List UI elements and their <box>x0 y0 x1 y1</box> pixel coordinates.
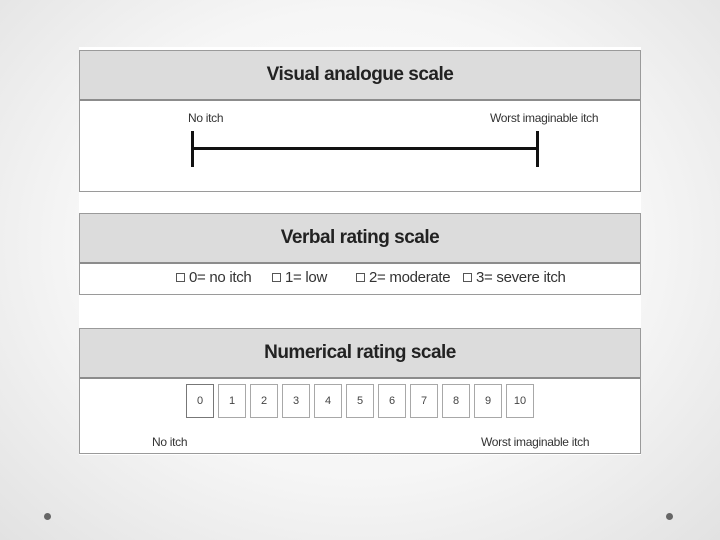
verbal-option <box>463 269 566 286</box>
verbal-option <box>176 269 251 286</box>
vas-body <box>80 101 640 189</box>
nrs-box: 5 <box>346 384 374 418</box>
checkbox-icon <box>356 273 365 282</box>
numerical-rating-scale-panel <box>79 328 641 454</box>
nrs-box: 10 <box>506 384 534 418</box>
checkbox-icon <box>176 273 185 282</box>
verbal-option <box>272 269 327 286</box>
nrs-left-label: No itch <box>152 435 188 449</box>
nrs-box: 3 <box>282 384 310 418</box>
verbal-option-label: 1= low <box>285 269 327 286</box>
verbal-rating-scale-panel <box>79 213 641 295</box>
nrs-box: 1 <box>218 384 246 418</box>
verbal-option-label: 2= moderate <box>369 269 451 286</box>
vas-right-tick <box>536 131 539 167</box>
slide-bullet-right <box>666 513 673 520</box>
nrs-box: 2 <box>250 384 278 418</box>
nrs-box: 8 <box>442 384 470 418</box>
vas-title: Visual analogue scale <box>80 51 640 101</box>
slide-bullet-left <box>44 513 51 520</box>
verbal-body <box>80 264 640 294</box>
verbal-option-label: 3= severe itch <box>476 269 566 286</box>
vas-right-label: Worst imaginable itch <box>490 111 599 125</box>
verbal-option <box>356 269 450 286</box>
nrs-right-label: Worst imaginable itch <box>481 435 590 449</box>
nrs-box: 4 <box>314 384 342 418</box>
checkbox-icon <box>272 273 281 282</box>
numerical-title: Numerical rating scale <box>80 329 640 379</box>
nrs-box: 0 <box>186 384 214 418</box>
vas-line <box>192 147 538 150</box>
nrs-box: 9 <box>474 384 502 418</box>
checkbox-icon <box>463 273 472 282</box>
nrs-box-row <box>186 384 534 418</box>
vas-left-label: No itch <box>188 111 224 125</box>
nrs-box: 7 <box>410 384 438 418</box>
visual-analogue-scale-panel <box>79 50 641 192</box>
verbal-option-label: 0= no itch <box>189 269 252 286</box>
verbal-title: Verbal rating scale <box>80 214 640 264</box>
itch-scales-figure <box>79 47 641 455</box>
nrs-box: 6 <box>378 384 406 418</box>
numerical-body <box>80 379 640 452</box>
